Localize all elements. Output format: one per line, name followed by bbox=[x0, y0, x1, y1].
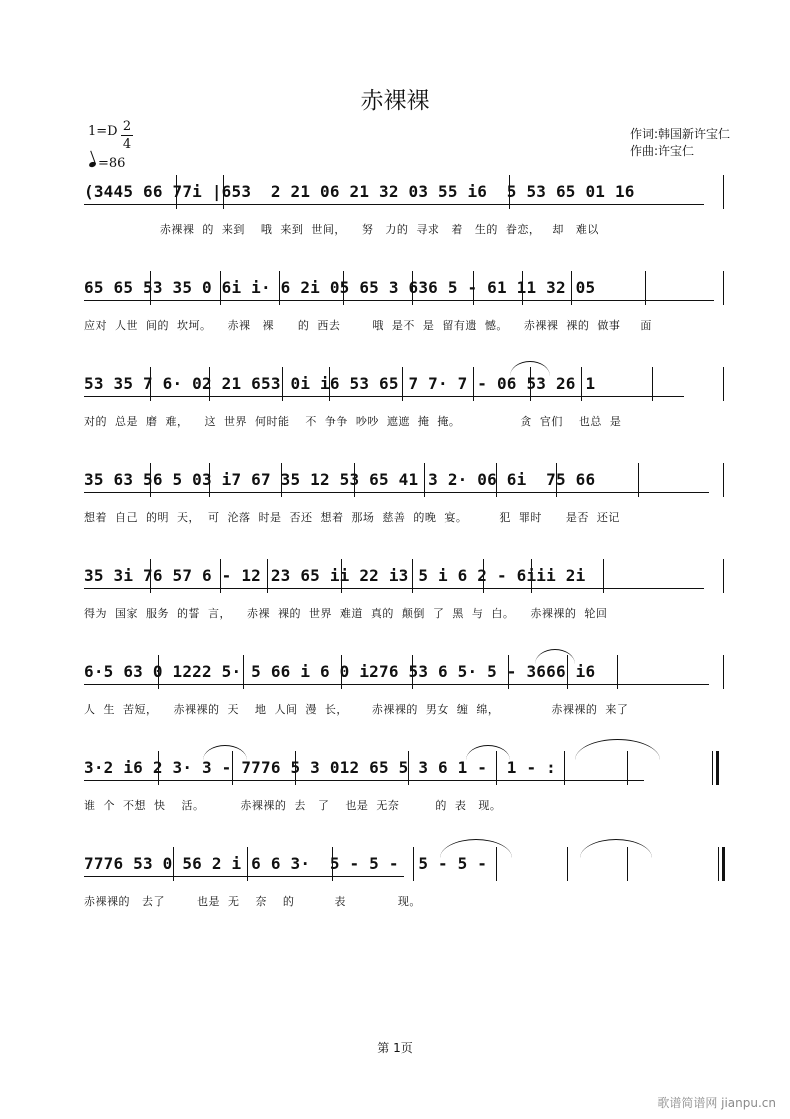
notation-line-7 bbox=[0, 757, 790, 797]
notation-line-4 bbox=[0, 469, 790, 509]
time-signature bbox=[118, 118, 136, 153]
notation-line-2 bbox=[0, 277, 790, 317]
watermark: 歌谱简谱网 jianpu.cn bbox=[657, 1096, 776, 1110]
lyrics-line-3: 对的 总是 磨 难， 这 世界 何时能 不 争争 吵吵 遮遮 掩 掩。 贪 官们 也总 是 bbox=[84, 415, 622, 428]
notation-line-6 bbox=[0, 661, 790, 701]
lyrics-line-2: 应对 人世 间的 坎坷。 赤裸 裸 的 西去 哦 是不 是 留有遗 憾。 赤裸裸 裸的 做事 面 bbox=[84, 319, 652, 332]
key-signature: 1=D bbox=[88, 124, 118, 139]
lyricist-credit: 作词:韩国新许宝仁 bbox=[630, 127, 731, 141]
lyrics-line-7: 谁 个 不想 快 活。 赤裸裸的 去 了 也是 无奈 的 表 现。 bbox=[84, 799, 502, 812]
notes-line-3: 53 35 7 6· 02 21 653 0i i6 53 65 7 7· 7 - 06 53 26 1 bbox=[84, 374, 596, 393]
slur bbox=[580, 839, 652, 858]
notes-line-6: 6·5 63 0 1222 5· 5 66 i 6 0 i276 53 6 5· 5 - 3666 i6 bbox=[84, 662, 596, 681]
credits bbox=[630, 126, 730, 160]
notes-line-7: 3·2 i6 2 3· 3 - 7776 5 3 012 65 5 3 6 1 - 1 - : bbox=[84, 758, 556, 777]
notation-line-3 bbox=[0, 373, 790, 413]
notation-line-8 bbox=[0, 853, 790, 893]
tempo-marking bbox=[89, 156, 125, 171]
notes-line-4: 35 63 56 5 03 i7 67 35 12 53 65 41 3 2· 06 6i 75 66 bbox=[84, 470, 596, 489]
notation-line-5 bbox=[0, 565, 790, 605]
notation-line-1 bbox=[0, 181, 790, 221]
notes-line-5: 35 3i 76 57 6 - 12 23 65 ii 22 i3 5 i 6 2 - 6iii 2i bbox=[84, 566, 586, 585]
page-number: 第 1页 bbox=[377, 1041, 413, 1055]
lyrics-line-5: 得为 国家 服务 的誓 言， 赤裸 裸的 世界 难道 真的 颠倒 了 黑 与 白。 赤裸裸的 轮回 bbox=[84, 607, 608, 620]
time-signature-bottom: 4 bbox=[122, 137, 132, 152]
composer-credit: 作曲:许宝仁 bbox=[630, 144, 695, 158]
tempo-value: =86 bbox=[98, 156, 126, 171]
time-signature-top: 2 bbox=[122, 119, 132, 134]
quarter-note-icon bbox=[88, 161, 96, 168]
notes-line-8: 7776 53 0 56 2 i 6 6 3· 5 - 5 - 5 - 5 - bbox=[84, 854, 488, 873]
lyrics-line-8: 赤裸裸的 去了 也是 无 奈 的 表 现。 bbox=[84, 895, 421, 908]
lyrics-line-6: 人 生 苦短， 赤裸裸的 天 地 人间 漫 长， 赤裸裸的 男女 缠 绵， 赤裸裸的 来了 bbox=[84, 703, 629, 716]
lyrics-line-1: 赤裸裸 的 来到 哦 来到 世间， 努 力的 寻求 着 生的 眷恋， 却 难以 bbox=[84, 223, 599, 236]
notes-line-1: (3445 66 77i |653 2 21 06 21 32 03 55 i6 5 53 65 01 16 bbox=[84, 182, 635, 201]
notes-line-2: 65 65 53 35 0 6i i· 6 2i 05 65 3 636 5 - 61 11 32 05 bbox=[84, 278, 596, 297]
lyrics-line-4: 想着 自己 的明 天， 可 沦落 时是 否还 想着 那场 慈善 的晚 宴。 犯 罪时 是否 还记 bbox=[84, 511, 620, 524]
slur bbox=[575, 739, 660, 760]
score-title: 赤裸裸 bbox=[360, 88, 430, 114]
